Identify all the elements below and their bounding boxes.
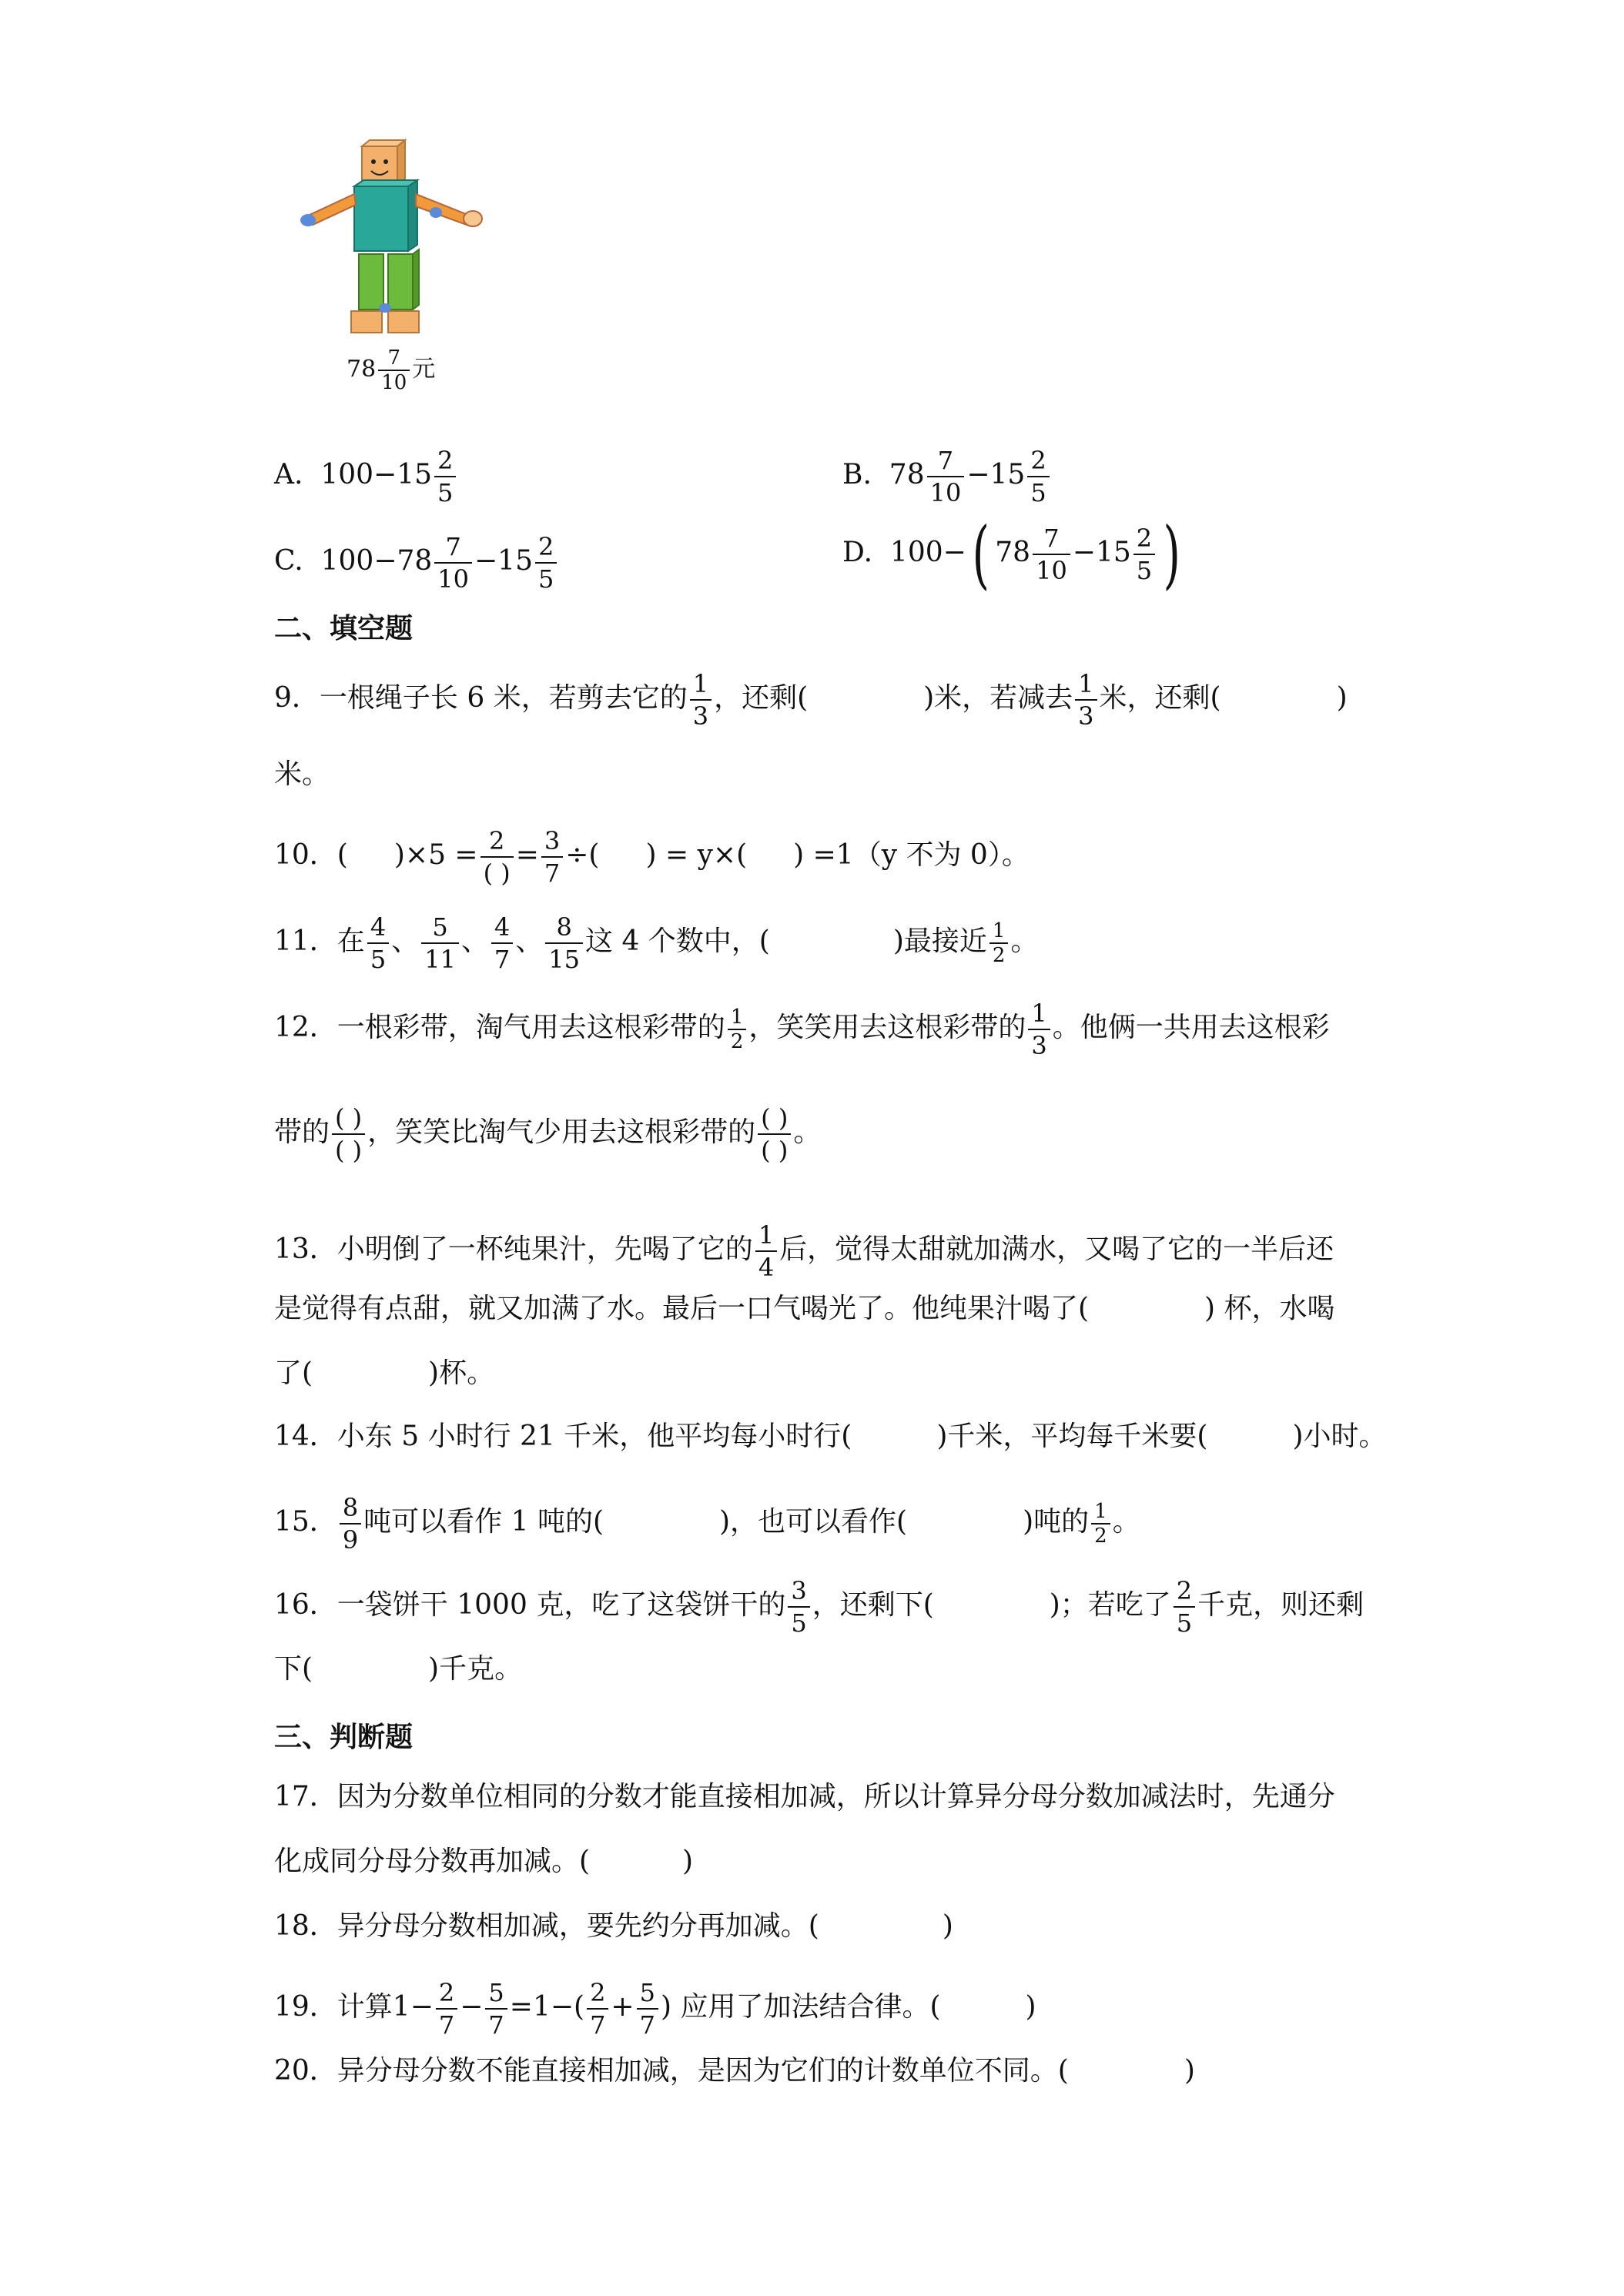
denominator: 5 (1133, 554, 1155, 586)
fraction (434, 531, 472, 594)
text: ，笑笑比淘气少用去这根彩带的 (367, 1116, 756, 1148)
text: 吨可以看作 1 吨的( (363, 1506, 604, 1538)
fraction (436, 1977, 457, 2040)
text: ) 应用了加法结合律。( (660, 1991, 941, 2023)
denominator: 7 (587, 2008, 608, 2040)
numerator: 1 (1031, 999, 1047, 1028)
numerator: 2 (1136, 524, 1153, 553)
fraction (541, 825, 563, 889)
question-13-line2 (274, 1290, 1335, 1327)
text: 9．一根绳子长 6 米，若剪去它的 (274, 682, 688, 714)
section-heading-true-false: 三、判断题 (274, 1721, 414, 1753)
numerator: 5 (639, 1978, 655, 2007)
question-13-line1 (274, 1220, 1334, 1283)
text: )；若吃了 (1049, 1589, 1171, 1621)
text: 20．异分母分数不能直接相加减，是因为它们的计数单位不同。( (274, 2055, 1069, 2087)
fraction (367, 912, 389, 975)
numerator: 1 (1078, 669, 1094, 698)
text: ) (1025, 1991, 1036, 2023)
numerator: 4 (494, 912, 511, 942)
numerator: 2 (438, 1978, 455, 2007)
fraction (1027, 445, 1049, 508)
price-fraction (378, 346, 410, 394)
text: )千克。 (428, 1653, 523, 1685)
text: )小时。 (1292, 1421, 1387, 1452)
fraction (545, 912, 583, 975)
text: 米，还剩( (1099, 682, 1221, 714)
numerator: 8 (342, 1493, 359, 1522)
robot-price-label (347, 346, 435, 394)
option-a[interactable] (274, 445, 458, 508)
denominator: 3 (690, 699, 712, 731)
fraction (491, 912, 513, 975)
fraction (1075, 668, 1097, 731)
numerator: 4 (370, 912, 387, 942)
denominator: 10 (434, 562, 472, 594)
question-14 (274, 1418, 1386, 1455)
text: ) (942, 1910, 953, 1942)
denominator[interactable]: ( ) (481, 856, 514, 889)
fraction (637, 1977, 658, 2040)
question-18 (274, 1908, 953, 1945)
denominator: 7 (485, 2008, 507, 2040)
denominator: 5 (434, 476, 456, 508)
option-b[interactable] (842, 445, 1052, 508)
numerator: 1 (992, 919, 1006, 942)
question-12-line1 (274, 998, 1330, 1061)
price-den: 10 (378, 370, 410, 394)
option-label: D. (842, 537, 873, 568)
answer-fraction-blank[interactable] (332, 1103, 365, 1166)
text: 、 (515, 925, 544, 957)
text: =1−( (509, 1991, 585, 2023)
numerator: 1 (758, 1220, 775, 1250)
denominator: 10 (927, 476, 965, 508)
fraction (927, 445, 965, 508)
text: ) (1184, 2055, 1195, 2087)
fraction (1033, 523, 1070, 586)
option-c[interactable] (274, 531, 559, 594)
section-heading-fill-blank: 二、填空题 (274, 612, 414, 644)
denominator: 7 (436, 2008, 457, 2040)
text: 13．小明倒了一杯纯果汁，先喝了它的 (274, 1233, 753, 1265)
fraction (989, 919, 1009, 967)
text: )×5 = (393, 839, 478, 871)
denominator: 3 (1028, 1029, 1050, 1061)
text: 。他俩一共用去这根彩 (1052, 1012, 1330, 1043)
expr: −15 (1072, 537, 1131, 568)
question-11 (274, 912, 1038, 975)
text: )，也可以看作( (719, 1506, 908, 1538)
question-17-line2 (274, 1843, 693, 1880)
numerator: 2 (1176, 1576, 1193, 1605)
expr: −15 (966, 459, 1026, 490)
expr: 78 (995, 537, 1031, 568)
question-16-line1 (274, 1575, 1364, 1638)
numerator: 8 (556, 912, 572, 942)
text: 、 (391, 925, 420, 957)
price-whole: 78 (347, 356, 377, 383)
text: ) = y×( (645, 839, 748, 871)
fraction (1133, 523, 1155, 586)
text: 18．异分母分数相加减，要先约分再加减。( (274, 1910, 819, 1942)
text: 后，觉得太甜就加满水，又喝了它的一半后还 (779, 1233, 1334, 1265)
text: 了( (274, 1357, 313, 1389)
numerator: 2 (437, 446, 454, 475)
fraction (535, 531, 557, 594)
fraction (421, 912, 459, 975)
text: 下( (274, 1653, 313, 1685)
text: 12．一根彩带，淘气用去这根彩带的 (274, 1012, 725, 1043)
text: 、 (460, 925, 489, 957)
denominator: 15 (545, 942, 583, 975)
fraction (1091, 1500, 1110, 1548)
price-unit: 元 (412, 356, 436, 383)
left-paren: ( (972, 511, 989, 597)
text: )杯。 (428, 1357, 495, 1389)
denominator: 5 (1174, 1606, 1195, 1638)
question-13-line3 (274, 1355, 494, 1392)
option-label: C. (274, 545, 303, 577)
numerator: 5 (488, 1978, 504, 2007)
price-num: 7 (387, 346, 400, 370)
denominator: 2 (728, 1029, 747, 1053)
numerator: 1 (692, 669, 709, 698)
numerator: 2 (538, 532, 554, 561)
denominator: 9 (340, 1523, 361, 1555)
numerator-blank[interactable]: ( ) (335, 1103, 363, 1133)
expr: −15 (474, 545, 533, 577)
text: ) =1（y 不为 0）。 (793, 839, 1030, 871)
expr: 100−78 (320, 545, 433, 577)
question-15 (274, 1492, 1140, 1555)
denominator: 5 (367, 942, 389, 975)
text: 10．( (274, 839, 348, 871)
denominator: 5 (788, 1606, 809, 1638)
question-16-line2 (274, 1651, 522, 1688)
option-d[interactable] (842, 511, 1187, 597)
text: ÷( (565, 839, 600, 871)
fraction (788, 1575, 809, 1638)
question-17-line1: 17．因为分数单位相同的分数才能直接相加减，所以计算异分母分数加减法时，先通分 (274, 1781, 1335, 1812)
denominator: 10 (1033, 554, 1070, 586)
answer-fraction-blank[interactable] (758, 1103, 791, 1166)
denominator: 3 (1075, 699, 1097, 731)
question-20 (274, 2053, 1195, 2090)
denominator: 7 (637, 2008, 658, 2040)
text: 14．小东 5 小时行 21 千米，他平均每小时行( (274, 1421, 852, 1452)
text: ) (1336, 682, 1348, 714)
text: ，笑笑用去这根彩带的 (748, 1012, 1026, 1043)
denominator: 7 (541, 856, 563, 889)
question-9-line1 (274, 668, 1348, 731)
denominator: 7 (491, 942, 513, 975)
text: ，还剩( (714, 682, 809, 714)
text: − (460, 1991, 484, 2023)
fraction (1174, 1575, 1195, 1638)
numerator: 2 (488, 826, 505, 855)
text: 这 4 个数中，( (585, 925, 770, 957)
numerator: 7 (1043, 524, 1060, 553)
expr: 100−15 (320, 459, 433, 490)
numerator-blank[interactable]: ( ) (761, 1103, 789, 1133)
question-12-line2 (274, 1103, 821, 1166)
denominator: 5 (1027, 476, 1049, 508)
denominator: 2 (989, 942, 1009, 967)
text: + (611, 1991, 635, 2023)
text: 15． (274, 1506, 337, 1538)
question-19 (274, 1977, 1036, 2040)
option-label: A. (274, 459, 303, 490)
fraction (587, 1977, 608, 2040)
question-9-line2: 米。 (274, 758, 330, 790)
numerator: 2 (1030, 446, 1046, 475)
text: )米，若减去 (923, 682, 1073, 714)
denominator-blank[interactable]: ( ) (332, 1133, 365, 1166)
text: ，还剩下( (812, 1589, 934, 1621)
denominator: 5 (535, 562, 557, 594)
numerator: 2 (590, 1978, 606, 2007)
fraction (434, 445, 456, 508)
denominator-blank[interactable]: ( ) (758, 1133, 791, 1166)
text: = (515, 839, 539, 871)
expr: 100− (889, 537, 966, 568)
numerator: 5 (432, 912, 448, 942)
fraction (340, 1492, 361, 1555)
text: ) 杯，水喝 (1204, 1293, 1335, 1324)
text: 。 (1112, 1506, 1140, 1538)
text: 化成同分母分数再加减。( (274, 1846, 591, 1877)
text: 是觉得有点甜，就又加满了水。最后一口气喝光了。他纯果汁喝了( (274, 1293, 1090, 1324)
text: 。 (1010, 925, 1039, 957)
numerator: 3 (544, 826, 561, 855)
fraction (690, 668, 712, 731)
text: )千米，平均每千米要( (936, 1421, 1208, 1452)
expr: 78 (889, 459, 925, 490)
text: )最接近 (892, 925, 987, 957)
text: 。 (793, 1116, 822, 1148)
fraction (728, 1006, 747, 1053)
numerator: 3 (791, 1576, 807, 1605)
fraction (485, 1977, 507, 2040)
numerator: 7 (445, 532, 461, 561)
fraction (1028, 998, 1050, 1061)
fraction (755, 1220, 777, 1283)
numerator: 1 (1094, 1500, 1107, 1523)
denominator: 4 (755, 1250, 777, 1283)
text: 11．在 (274, 925, 365, 957)
fraction (481, 825, 514, 889)
right-paren: ) (1163, 511, 1181, 597)
question-10 (274, 825, 1030, 889)
option-label: B. (842, 459, 872, 490)
denominator: 2 (1091, 1523, 1110, 1548)
text: )吨的 (1023, 1506, 1090, 1538)
numerator: 1 (730, 1006, 744, 1029)
text: 19．计算1− (274, 1991, 434, 2023)
numerator: 7 (937, 446, 954, 475)
text: ) (682, 1846, 694, 1877)
text: 16．一袋饼干 1000 克，吃了这袋饼干的 (274, 1589, 786, 1621)
text: 千克，则还剩 (1197, 1589, 1364, 1621)
denominator: 11 (421, 942, 459, 975)
text: 带的 (274, 1116, 330, 1148)
